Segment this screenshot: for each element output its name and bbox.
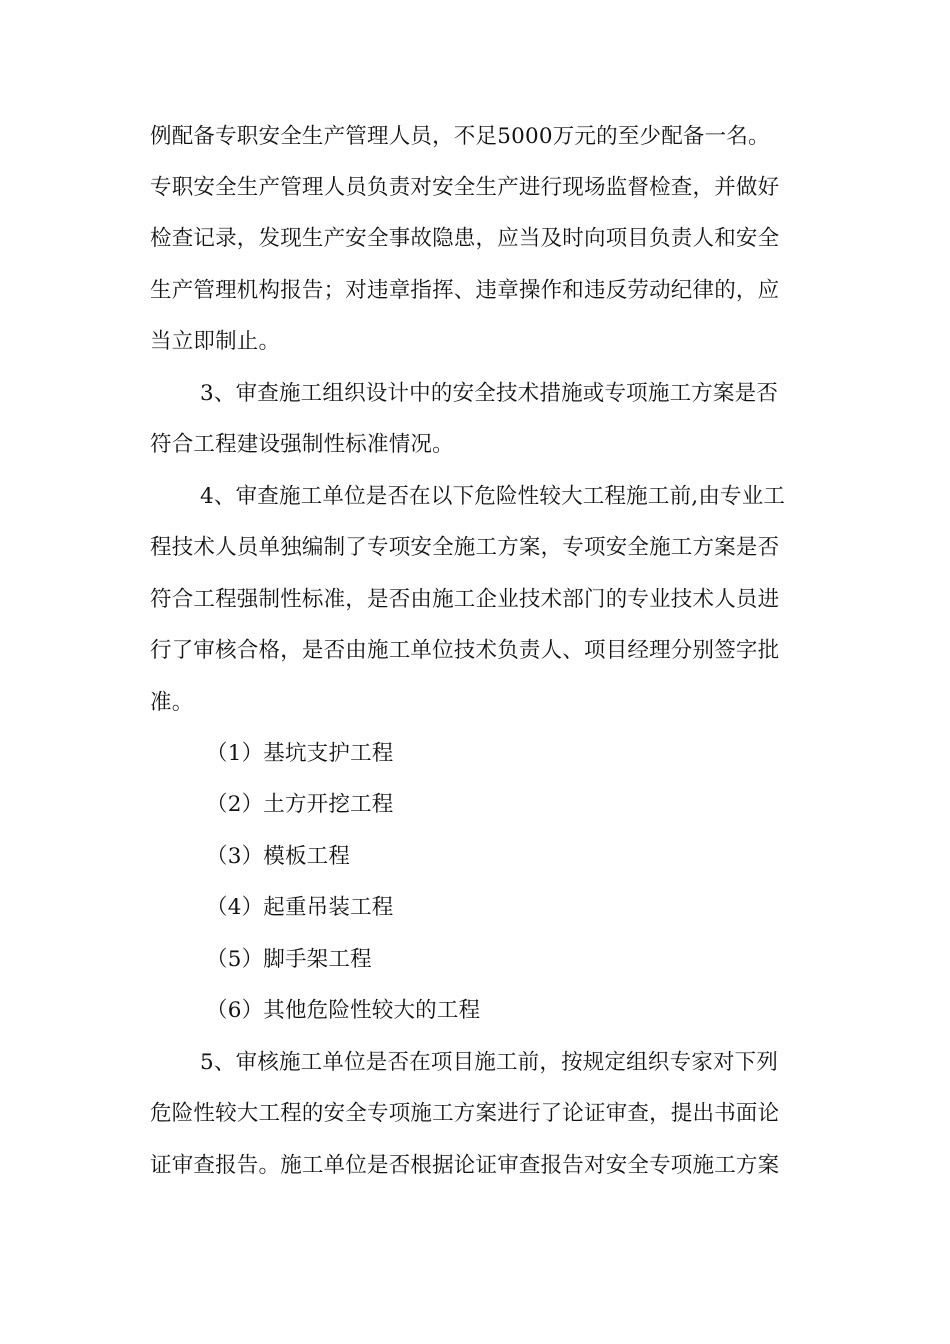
paragraph-line: 3、审查施工组织设计中的安全技术措施或专项施工方案是否 — [200, 381, 779, 406]
paragraph-line: 专职安全生产管理人员负责对安全生产进行现场监督检查，并做好 — [150, 175, 780, 200]
paragraph-line: 当立即制止。 — [150, 329, 281, 354]
paragraph-line: 生产管理机构报告；对违章指挥、违章操作和违反劳动纪律的，应 — [150, 278, 780, 303]
paragraph-line: 例配备专职安全生产管理人员，不足5000万元的至少配备一名。 — [150, 124, 770, 149]
paragraph-line: 5、审核施工单位是否在项目施工前，按规定组织专家对下列 — [200, 1050, 779, 1075]
list-item: （4）起重吊装工程 — [206, 895, 394, 920]
paragraph-line: 符合工程强制性标准，是否由施工企业技术部门的专业技术人员进 — [150, 587, 780, 612]
list-item: （6）其他危险性较大的工程 — [206, 998, 481, 1023]
paragraph-line: 检查记录，发现生产安全事故隐患，应当及时向项目负责人和安全 — [150, 226, 780, 251]
paragraph-line: 符合工程建设强制性标准情况。 — [150, 432, 454, 457]
list-item: （2）土方开挖工程 — [206, 792, 394, 817]
paragraph-line: 程技术人员单独编制了专项安全施工方案，专项安全施工方案是否 — [150, 535, 780, 560]
list-item: （5）脚手架工程 — [206, 947, 372, 972]
paragraph-line: 危险性较大工程的安全专项施工方案进行了论证审查，提出书面论 — [150, 1101, 780, 1126]
paragraph-line: 证审查报告。施工单位是否根据论证审查报告对安全专项施工方案 — [150, 1153, 780, 1178]
list-item: （1）基坑支护工程 — [206, 741, 394, 766]
paragraph-line: 准。 — [150, 690, 194, 715]
list-item: （3）模板工程 — [206, 844, 351, 869]
paragraph-line: 行了审核合格，是否由施工单位技术负责人、项目经理分别签字批 — [150, 638, 780, 663]
paragraph-line: 4、审查施工单位是否在以下危险性较大工程施工前,由专业工 — [200, 484, 786, 509]
